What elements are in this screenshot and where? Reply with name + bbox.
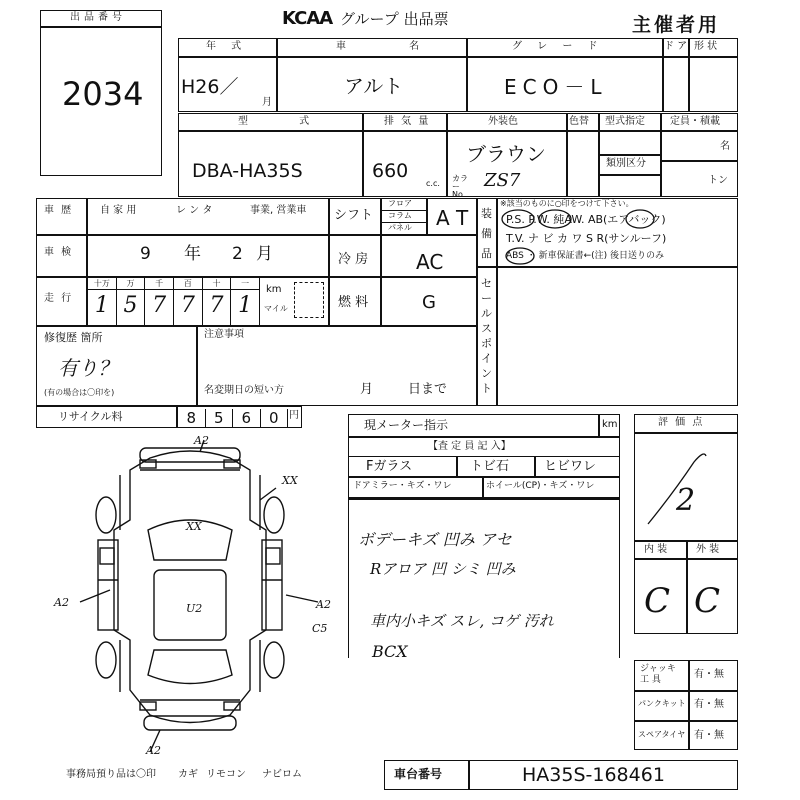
spare-tire-label: スペアタイヤ — [638, 730, 686, 739]
year-value: H26／ — [181, 76, 239, 98]
jack-label: ジャッキ 工 具 — [640, 664, 676, 685]
chassis-number: HA35S-168461 — [522, 764, 665, 786]
wheel-label: ホイール(CP)・キズ・ワレ — [486, 481, 595, 491]
inspection-year-unit: 年 — [184, 244, 201, 264]
equipment-row-1: P.S. P.W. 純AW. AB(エアバック) — [506, 213, 666, 226]
tons-unit: トン — [708, 175, 728, 186]
km-label: km — [266, 284, 282, 295]
recycle-digits — [178, 406, 288, 428]
inspection-label: 車 検 — [44, 247, 74, 258]
mileage-digit: 1 — [238, 293, 253, 318]
mileage-unit-label: 一 — [241, 279, 250, 288]
cc-unit: c.c. — [426, 179, 440, 188]
inspection-year: 9 — [140, 244, 151, 264]
mileage-cell — [88, 277, 117, 325]
mileage-cell — [174, 277, 203, 325]
stone-chip-label: トビ石 — [470, 459, 510, 474]
month-unit: 月 — [262, 97, 272, 108]
model-value: DBA-HA35S — [192, 160, 303, 182]
history-label: 車 歴 — [44, 205, 74, 216]
mileage-digit: 7 — [180, 293, 195, 318]
grade-value: ECO－L — [504, 75, 608, 99]
recycle-digit: 5 — [206, 409, 234, 428]
equipment-row-3: ABS ・ 新車保証書←(注) 後日送りのみ — [506, 251, 665, 261]
mileage-label: 走 行 — [44, 293, 74, 304]
model-label: 型 式 — [238, 116, 334, 127]
score-label: 評 価 点 — [658, 417, 705, 428]
color-change-label: 色替 — [569, 116, 589, 127]
car-diagram — [40, 430, 360, 770]
recycle-label: リサイクル料 — [58, 410, 123, 423]
damage-mark: A2 — [194, 434, 209, 447]
mileage-unit-label: 十万 — [93, 279, 110, 288]
mileage-cell — [117, 277, 146, 325]
damage-mark: A2 — [54, 596, 69, 609]
exterior-label: 外 装 — [696, 544, 720, 555]
mileage-cell — [231, 277, 260, 325]
color-number-value: ZS7 — [484, 170, 521, 191]
lot-number-label: 出品番号 — [70, 12, 126, 23]
recycle-digit: 6 — [233, 409, 261, 428]
history-business: 事業, 営業車 — [250, 205, 307, 216]
mileage-digit: 7 — [209, 293, 224, 318]
meter-unit: km — [602, 419, 618, 430]
name-change-label: 名変期日の短い方 — [204, 385, 284, 396]
jack-yes-no: 有・無 — [694, 669, 724, 680]
color-number-label: カラー No. — [452, 174, 468, 199]
repair-history-note: (有の場合は〇印を) — [44, 388, 115, 397]
damage-mark: A2 — [316, 598, 331, 611]
shape-label: 形 状 — [694, 41, 718, 52]
puncture-kit-yes-no: 有・無 — [694, 699, 724, 710]
sales-point-label: セールスポイント — [481, 277, 492, 395]
interior-value: C — [644, 581, 671, 621]
car-name-label: 車 名 — [336, 41, 450, 52]
handwritten-note-1: ボデーキズ 凹み アセ — [358, 530, 512, 549]
mileage-digit: 7 — [152, 293, 167, 318]
interior-label: 内 装 — [644, 544, 668, 555]
damage-mark: A2 — [146, 744, 161, 757]
car-name-value: アルト — [344, 74, 404, 98]
recycle-digit: 8 — [178, 409, 206, 428]
handwritten-note-2: Rアロア 凹 シミ 凹み — [370, 560, 516, 578]
damage-mark: C5 — [312, 622, 328, 635]
mileage-unit-label: 万 — [126, 279, 135, 288]
ac-label: 冷 房 — [338, 252, 369, 267]
lot-number: 2034 — [62, 75, 144, 113]
grade-label: グ レ ー ド — [512, 41, 604, 52]
fuel-value: G — [422, 292, 436, 313]
class-division-label: 類別区分 — [606, 158, 646, 169]
crack-label: ヒビワレ — [544, 459, 597, 474]
mile-label: マイル — [264, 304, 288, 313]
ac-value: AC — [416, 250, 444, 274]
score-scribble — [634, 432, 738, 540]
name-change-day: 日まで — [408, 382, 448, 397]
damage-mark: XX — [186, 520, 202, 533]
door-label: ド ア — [664, 41, 688, 52]
mirror-label: ドアミラー・キズ・ワレ — [353, 481, 452, 491]
inspection-month: 2 — [232, 244, 243, 264]
mileage-grid — [88, 277, 260, 325]
persons-unit: 名 — [720, 141, 730, 152]
recycle-unit: 円 — [289, 410, 299, 421]
equipment-label: 装備品 — [481, 207, 492, 260]
displacement-label: 排 気 量 — [384, 116, 431, 127]
shift-column: コラム — [388, 211, 412, 220]
fuel-label: 燃 料 — [338, 295, 369, 310]
mileage-digit: 5 — [123, 293, 138, 318]
history-rental: レ ン タ — [176, 205, 213, 216]
notes-label: 注意事項 — [204, 329, 244, 340]
mileage-digit: 1 — [94, 293, 109, 318]
exterior-value: C — [694, 581, 721, 621]
organizer-label: 主催者用 — [632, 14, 721, 36]
displacement-value: 660 — [372, 160, 409, 182]
score-value: 2 — [676, 483, 696, 518]
office-navi: ナビロム — [262, 769, 302, 780]
shift-floor: フロア — [388, 199, 412, 208]
handwritten-note-3: 車内小キズ スレ, コゲ 汚れ — [370, 612, 554, 630]
puncture-kit-label: パンクキット — [638, 699, 686, 708]
inspection-month-unit: 月 — [256, 244, 273, 264]
meter-label: 現メーター指示 — [364, 418, 449, 432]
mileage-cell — [203, 277, 232, 325]
equipment-row-2: T.V. ナ ビ カ ワ S R(サンルーフ) — [506, 232, 667, 245]
spare-tire-yes-no: 有・無 — [694, 730, 724, 741]
history-private: 自 家 用 — [100, 205, 137, 216]
shift-label: シフト — [334, 208, 374, 223]
office-note: 事務局預り品は〇印 — [66, 769, 156, 780]
office-key: カギ — [178, 769, 198, 780]
name-change-month: 月 — [360, 382, 374, 397]
type-designation-label: 型式指定 — [605, 116, 645, 127]
mileage-unit-label: 百 — [183, 279, 192, 288]
inspector-label: 【査 定 員 記 入】 — [428, 441, 511, 452]
damage-mark: U2 — [186, 602, 203, 615]
repair-history-label: 修復歴 箇所 — [44, 331, 103, 344]
equipment-note: ※該当のものに○印をつけて下さい。 — [500, 199, 634, 208]
handwritten-note-4: BCX — [372, 642, 408, 661]
windshield-label: Fガラス — [366, 459, 413, 474]
shift-value: A T — [436, 206, 469, 230]
capacity-label: 定員・積載 — [670, 116, 720, 127]
damage-mark: XX — [282, 474, 298, 487]
header-title: グループ 出品票 — [340, 10, 449, 28]
mileage-unit-label: 十 — [212, 279, 221, 288]
chassis-label: 車台番号 — [394, 767, 443, 781]
shift-panel: パネル — [388, 223, 412, 232]
office-remote: リモコン — [206, 769, 246, 780]
recycle-digit: 0 — [261, 409, 289, 428]
header-logo: KCAA — [282, 8, 333, 29]
repair-history-value: 有り？ — [58, 356, 118, 380]
exterior-color-value: ブラウン — [466, 142, 546, 166]
year-label: 年 式 — [206, 41, 248, 52]
mileage-cell — [145, 277, 174, 325]
exterior-color-label: 外装色 — [488, 116, 518, 127]
mileage-unit-label: 千 — [155, 279, 164, 288]
